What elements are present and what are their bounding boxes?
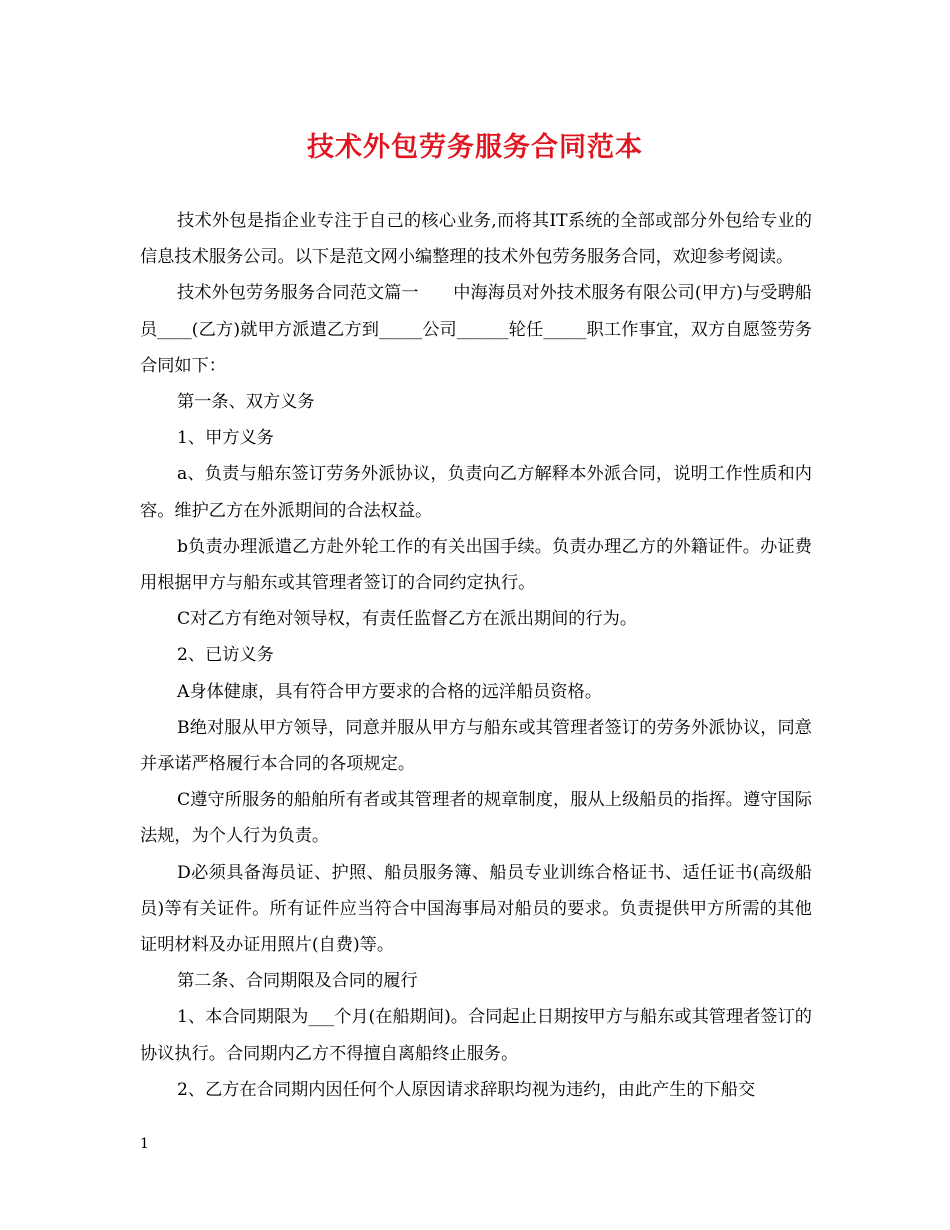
clause-b-d: D必须具备海员证、护照、船员服务簿、船员专业训练合格证书、适任证书(高级船员)等有关证件。所有证件应当符合中国海事局对船员的要求。负责提供甲方所需的其他证明材料及办证用照片(自费)等。 — [140, 862, 812, 956]
paragraph-intro: 技术外包是指企业专注于自己的核心业务,而将其IT系统的全部或部分外包给专业的信息技术服务公司。以下是范文网小编整理的技术外包劳务服务合同，欢迎参考阅读。 — [140, 211, 812, 268]
clause-b-a: A身体健康，具有符合甲方要求的合格的远洋船员资格。 — [177, 681, 602, 702]
page-number: 1 — [140, 1136, 149, 1152]
term-clause-1: 1、本合同期限为___个月(在船期间)。合同起止日期按甲方与船东或其管理者签订的协议执行。合同期内乙方不得擅自离船终止服务。 — [140, 1007, 812, 1064]
clause-b-c: C遵守所服务的船舶所有者或其管理者的规章制度，服从上级船员的指挥。遵守国际法规，为个人行为负责。 — [140, 790, 812, 847]
term-clause-2: 2、乙方在合同期内因任何个人原因请求辞职均视为违约，由此产生的下船交 — [177, 1079, 756, 1100]
clause-a: a、负责与船东签订劳务外派协议，负责向乙方解释本外派合同，说明工作性质和内容。维护乙方在外派期间的合法权益。 — [140, 464, 812, 521]
clause-c: C对乙方有绝对领导权，有责任监督乙方在派出期间的行为。 — [177, 609, 638, 630]
paragraph-contract-preamble: 技术外包劳务服务合同范文篇一 中海海员对外技术服务有限公司(甲方)与受聘船员____(乙方)就甲方派遣乙方到_____公司______轮任_____职工作事宜，双方自愿签劳务合同如下： — [140, 283, 812, 376]
subsection-party-a: 1、甲方义务 — [177, 428, 274, 449]
document-title: 技术外包劳务服务合同范本 — [307, 132, 643, 163]
clause-b-b: B绝对服从甲方领导，同意并服从甲方与船东或其管理者签订的劳务外派协议，同意并承诺严格履行本合同的各项规定。 — [140, 717, 812, 775]
subsection-party-b: 2、已访义务 — [177, 645, 274, 666]
section-heading-term: 第二条、合同期限及合同的履行 — [177, 971, 418, 992]
section-heading-obligations: 第一条、双方义务 — [177, 392, 315, 413]
document-body — [140, 203, 812, 1108]
clause-b: b负责办理派遣乙方赴外轮工作的有关出国手续。负责办理乙方的外籍证件。办证费用根据甲方与船东或其管理者签订的合同约定执行。 — [140, 536, 812, 594]
